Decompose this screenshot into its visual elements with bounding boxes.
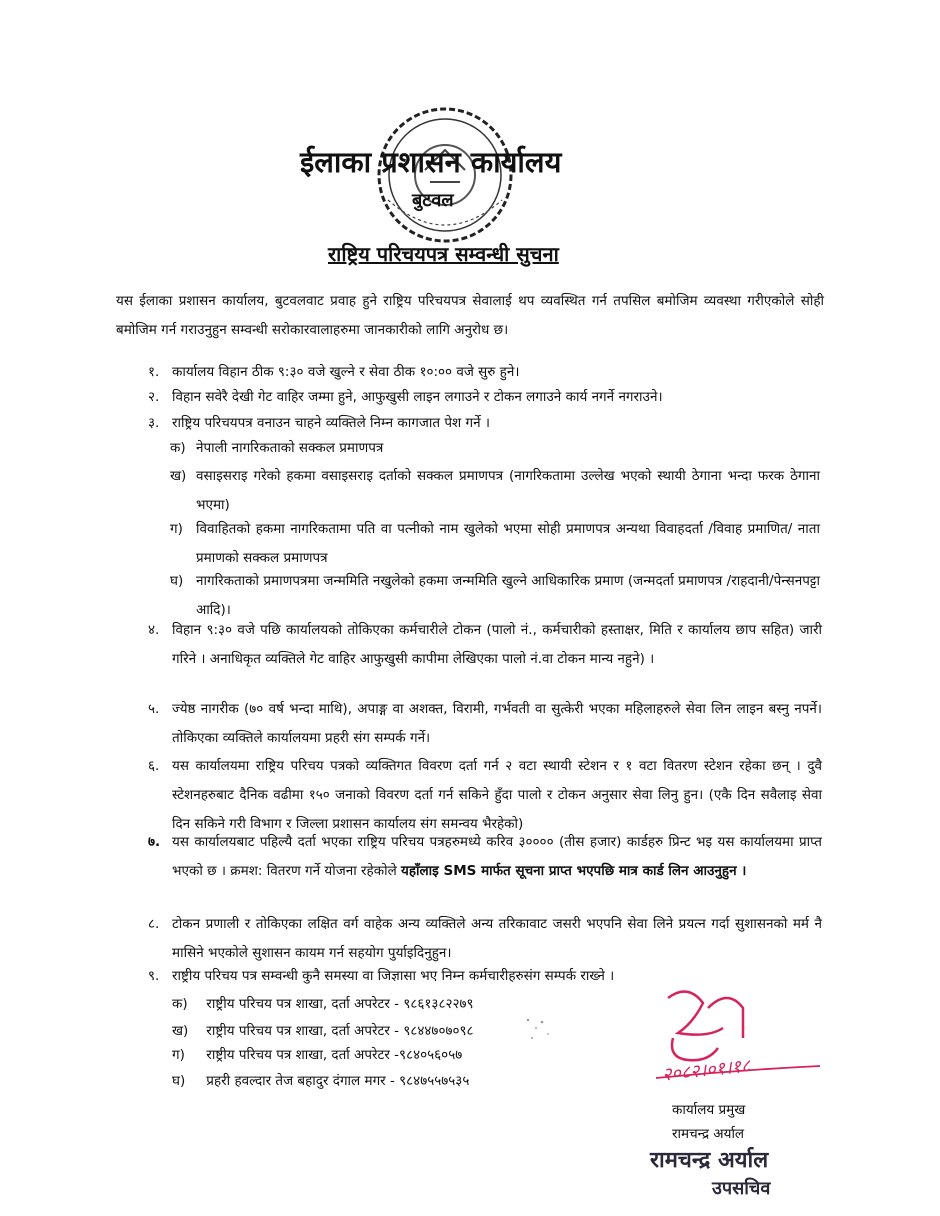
contact-label: ख) [172,1023,189,1039]
contact-text: राष्ट्रीय परिचय पत्र शाखा, दर्ता अपरेटर - ९८४४७०७०९८ [206,1023,474,1039]
item-number: ९. [148,968,160,984]
item-number: ३. [148,415,160,431]
contact-text: राष्ट्रीय परिचय पत्र शाखा, दर्ता अपरेटर - ९८६१३८२२७९ [206,996,474,1012]
contact-label: ग) [172,1047,185,1063]
item-number: २. [148,389,160,405]
sub-item-label: घ) [170,573,184,589]
item-number: ६. [148,758,160,774]
list-item [148,383,822,412]
list-item [148,695,822,753]
item-number: १. [148,364,160,380]
scan-speckle-icon [520,1010,560,1050]
item-text: राष्ट्रिय परिचयपत्र वनाउन चाहने व्यक्तिले निम्न कागजात पेश गर्ने । [172,415,490,431]
name-stamp: रामचन्द्र अर्याल [650,1148,769,1173]
contact-text: प्रहरी हवल्दार तेज बहादुर दंगाल मगर - ९८४७५५७५३५ [206,1073,470,1089]
contact-row [172,1071,469,1089]
item-text: कार्यालय विहान ठीक ९:३० वजे खुल्ने र सेवा ठीक १०:०० वजे सुरु हुने। [172,364,520,380]
contact-row [172,1021,474,1039]
contact-text: राष्ट्रीय परिचय पत्र शाखा, दर्ता अपरेटर -९८४०५६०५७ [206,1047,463,1063]
signatory-designation: कार्यालय प्रमुख [672,1102,746,1118]
sub-item-label: क) [170,440,186,456]
sub-item-text: नागरिकताको प्रमाणपत्रमा जन्ममिति नखुलेको हकमा जन्ममिति खुल्ने आधिकारिक प्रमाण (जन्मदर्ता प्रमाणपत्र /राहदानी/पेन्सनपट्टा आदि)। [196,573,820,618]
list-item [148,752,822,839]
item-number: ४. [148,622,160,638]
office-title: ईलाका प्रशासन कार्यालय [300,145,562,179]
item-number: ८. [148,916,160,932]
item-number: ५. [148,701,160,717]
sub-item-label: ख) [170,468,187,484]
item-text: विहान सवेरै देखी गेट वाहिर जम्मा हुने, आफुखुसी लाइन लगाउने र टोकन लगाउने कार्य नगर्ने नगराउने। [172,389,663,405]
handwritten-date: २०८२।०१।१८ [661,1055,752,1086]
item-text: यस कार्यालयमा राष्ट्रिय परिचय पत्रको व्यक्तिगत विवरण दर्ता गर्न २ वटा स्थायी स्टेशन र १ वटा वितरण स्टेशन रहेका छन् । दुवै स्टेशनहरुबाट दैनिक वढीमा १५० जनाको विवरण दर्ता गर्न सकिने हुँदा पालो र टोकन अनुसार सेवा लिनु हुन। (एकै दिन सवैलाइ सेवा दिन सकिने गरी विभाग र जिल्ला प्रशासन कार्यालय संग समन्वय भैरहेको) [172,758,822,832]
item-text: ज्येष्ठ नागरीक (७० वर्ष भन्दा माथि), अपाङ्ग वा अशक्त, विरामी, गर्भवती वा सुत्केरी भएका महिलाहरुले सेवा लिन लाइन बस्नु नपर्ने। तोकिएका व्यक्तिले कार्यालयमा प्रहरी संग सम्पर्क गर्ने। [172,701,822,746]
notice-heading: राष्ट्रिय परिचयपत्र सम्वन्धी सुचना [328,242,559,266]
item-text [172,828,822,886]
item-text-bold: यहाँलाइ SMS मार्फत सूचना प्राप्त भएपछि मात्र कार्ड लिन आउनुहुन । [401,863,747,879]
intro-paragraph: यस ईलाका प्रशासन कार्यालय, बुटवलवाट प्रवाह हुने राष्ट्रिय परिचयपत्र सेवालाई थप व्यवस्थित गर्न तपसिल बमोजिम व्यवस्था गरीएकोले सोही बमोजिम गर्न गराउनुहुन सम्वन्धी सरोकारवालाहरुमा जानकारीको लागि अनुरोध छ। [116,293,824,338]
item-text: राष्ट्रीय परिचय पत्र सम्वन्धी कुनै समस्या वा जिज्ञासा भए निम्न कर्मचारीहरुसंग सम्पर्क राख्ने । [172,968,615,984]
sub-item-text: विवाहितको हकमा नागरिकतामा पति वा पत्नीको नाम खुलेको भएमा सोही प्रमाणपत्र अन्यथा विवाहदर्ता /विवाह प्रमाणित/ नाता प्रमाणको सक्कल प्रमाणपत्र [196,521,820,566]
sub-item-text: वसाइसराइ गरेको हकमा वसाइसराइ दर्ताको सक्कल प्रमाणपत्र (नागरिकतामा उल्लेख भएको स्थायी ठेगाना भन्दा फरक ठेगाना भएमा) [196,468,820,513]
title-stamp: उपसचिव [712,1178,771,1199]
sub-list-item [170,515,820,573]
contact-label: क) [172,996,188,1012]
item-text: टोकन प्रणाली र तोकिएका लक्षित वर्ग वाहेक अन्य व्यक्तिले अन्य तरिकावाट जसरी भएपनि सेवा लिने प्रयत्न गर्दा सुशासनको मर्म नै मासिने भएकोले सुशासन कायम गर्न सहयोग पुर्याइदिनुहुन। [172,916,822,961]
list-item [148,910,822,968]
contact-row [172,994,474,1012]
sub-list-item [170,462,820,520]
contact-row [172,1045,462,1063]
list-item [148,616,822,674]
office-place: बुटवल [412,190,454,211]
item-text-regular: यस कार्यालयबाट पहिल्यै दर्ता भएका राष्ट्रिय परिचय पत्रहरुमध्ये करिव ३०००० (तीस हजार) कार्डहरु प्रिन्ट भइ यस कार्यालयमा प्राप्त भएको छ । क्रमश: वितरण गर्ने योजना रहेकोले [172,834,822,879]
contact-label: घ) [172,1073,186,1089]
item-number: ७. [148,834,161,850]
item-text: विहान ९:३० वजे पछि कार्यालयको तोकिएका कर्मचारीले टोकन (पालो नं., कर्मचारीको हस्ताक्षर, मिति र कार्यालय छाप सहित) जारी गरिने । अनाधिकृत व्यक्तिले गेट वाहिर आफुखुसी कापीमा लेखिएका पालो नं.वा टोकन मान्य नहुने) । [172,622,822,667]
sub-item-text: नेपाली नागरिकताको सक्कल प्रमाणपत्र [196,440,384,456]
signatory-name: रामचन्द्र अर्याल [672,1126,745,1142]
sub-list-item [170,434,820,463]
sub-item-label: ग) [170,521,183,537]
list-item [148,828,822,886]
